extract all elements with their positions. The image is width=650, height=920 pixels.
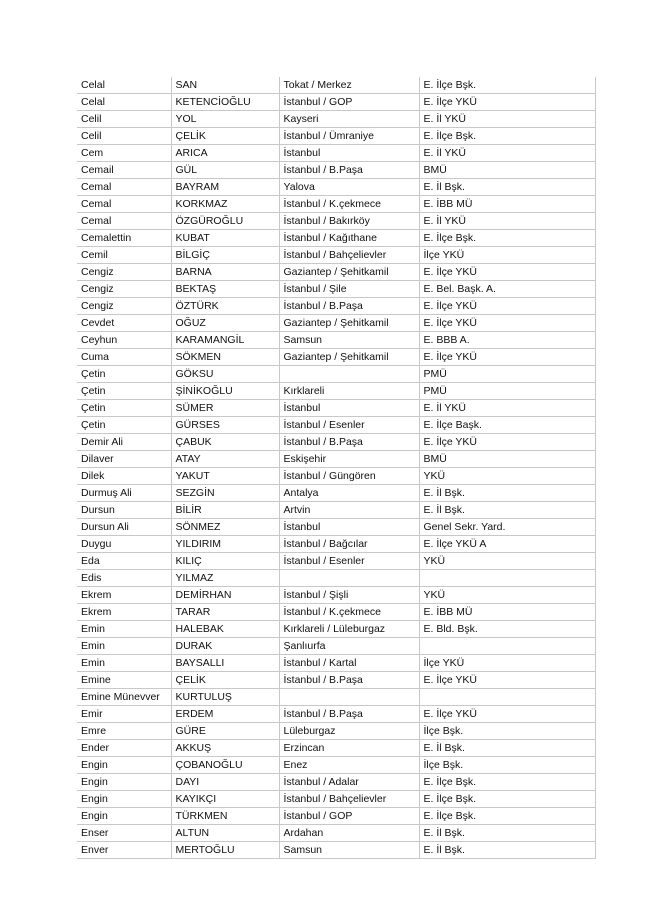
- location-cell: Gaziantep / Şehitkamil: [279, 349, 419, 366]
- surname-cell: ALTUN: [171, 825, 279, 842]
- title-cell: PMÜ: [419, 366, 595, 383]
- title-cell: E. İBB MÜ: [419, 196, 595, 213]
- location-cell: İstanbul / Şile: [279, 281, 419, 298]
- first-name-cell: Enser: [77, 825, 171, 842]
- first-name-cell: Engin: [77, 791, 171, 808]
- first-name-cell: Dursun: [77, 502, 171, 519]
- first-name-cell: Emin: [77, 655, 171, 672]
- location-cell: Antalya: [279, 485, 419, 502]
- table-row: [77, 451, 595, 468]
- table-row: [77, 621, 595, 638]
- roster-body: [77, 77, 595, 859]
- table-row: [77, 774, 595, 791]
- title-cell: E. İlçe YKÜ: [419, 434, 595, 451]
- location-cell: Ardahan: [279, 825, 419, 842]
- surname-cell: BEKTAŞ: [171, 281, 279, 298]
- location-cell: İstanbul / GOP: [279, 94, 419, 111]
- first-name-cell: Dilek: [77, 468, 171, 485]
- title-cell: Genel Sekr. Yard.: [419, 519, 595, 536]
- surname-cell: YILMAZ: [171, 570, 279, 587]
- title-cell: E. İl YKÜ: [419, 213, 595, 230]
- first-name-cell: Çetin: [77, 417, 171, 434]
- surname-cell: GÜRSES: [171, 417, 279, 434]
- surname-cell: ÇELİK: [171, 128, 279, 145]
- surname-cell: BİLGİÇ: [171, 247, 279, 264]
- location-cell: Şanlıurfa: [279, 638, 419, 655]
- table-row: [77, 672, 595, 689]
- title-cell: [419, 638, 595, 655]
- surname-cell: ÖZTÜRK: [171, 298, 279, 315]
- title-cell: E. İlçe Bşk.: [419, 791, 595, 808]
- title-cell: E. İlçe Bşk.: [419, 808, 595, 825]
- table-row: [77, 111, 595, 128]
- location-cell: Samsun: [279, 332, 419, 349]
- surname-cell: TÜRKMEN: [171, 808, 279, 825]
- first-name-cell: Emre: [77, 723, 171, 740]
- title-cell: E. İl Bşk.: [419, 740, 595, 757]
- surname-cell: MERTOĞLU: [171, 842, 279, 859]
- table-row: [77, 604, 595, 621]
- location-cell: İstanbul / Ümraniye: [279, 128, 419, 145]
- location-cell: İstanbul / Esenler: [279, 553, 419, 570]
- surname-cell: BARNA: [171, 264, 279, 281]
- table-row: [77, 94, 595, 111]
- surname-cell: DAYI: [171, 774, 279, 791]
- table-row: [77, 655, 595, 672]
- location-cell: Yalova: [279, 179, 419, 196]
- location-cell: İstanbul / Bahçelievler: [279, 247, 419, 264]
- location-cell: Tokat / Merkez: [279, 77, 419, 94]
- table-row: [77, 196, 595, 213]
- title-cell: E. İlçe YKÜ: [419, 315, 595, 332]
- surname-cell: KAYIKÇI: [171, 791, 279, 808]
- table-row: [77, 842, 595, 859]
- surname-cell: GÜRE: [171, 723, 279, 740]
- surname-cell: KORKMAZ: [171, 196, 279, 213]
- first-name-cell: Emine: [77, 672, 171, 689]
- surname-cell: GÜL: [171, 162, 279, 179]
- location-cell: [279, 366, 419, 383]
- title-cell: YKÜ: [419, 587, 595, 604]
- surname-cell: YOL: [171, 111, 279, 128]
- first-name-cell: Cemail: [77, 162, 171, 179]
- table-row: [77, 723, 595, 740]
- table-row: [77, 349, 595, 366]
- title-cell: PMÜ: [419, 383, 595, 400]
- location-cell: İstanbul / B.Paşa: [279, 706, 419, 723]
- location-cell: İstanbul / Esenler: [279, 417, 419, 434]
- title-cell: İlçe YKÜ: [419, 655, 595, 672]
- title-cell: E. İl Bşk.: [419, 502, 595, 519]
- location-cell: İstanbul / Bakırköy: [279, 213, 419, 230]
- first-name-cell: Ender: [77, 740, 171, 757]
- title-cell: E. İlçe YKÜ: [419, 706, 595, 723]
- surname-cell: DURAK: [171, 638, 279, 655]
- first-name-cell: Cevdet: [77, 315, 171, 332]
- first-name-cell: Dilaver: [77, 451, 171, 468]
- table-row: [77, 740, 595, 757]
- first-name-cell: Demir Ali: [77, 434, 171, 451]
- surname-cell: ATAY: [171, 451, 279, 468]
- location-cell: Erzincan: [279, 740, 419, 757]
- table-row: [77, 332, 595, 349]
- location-cell: İstanbul / K.çekmece: [279, 604, 419, 621]
- first-name-cell: Celal: [77, 94, 171, 111]
- surname-cell: KARAMANGİL: [171, 332, 279, 349]
- first-name-cell: Enver: [77, 842, 171, 859]
- location-cell: İstanbul / GOP: [279, 808, 419, 825]
- location-cell: İstanbul / B.Paşa: [279, 672, 419, 689]
- title-cell: E. İlçe YKÜ: [419, 298, 595, 315]
- title-cell: E. İl Bşk.: [419, 485, 595, 502]
- title-cell: İlçe Bşk.: [419, 757, 595, 774]
- table-row: [77, 468, 595, 485]
- first-name-cell: Cengiz: [77, 281, 171, 298]
- title-cell: E. Bld. Bşk.: [419, 621, 595, 638]
- table-row: [77, 230, 595, 247]
- location-cell: Kırklareli / Lüleburgaz: [279, 621, 419, 638]
- title-cell: E. İl YKÜ: [419, 400, 595, 417]
- title-cell: E. İl YKÜ: [419, 111, 595, 128]
- surname-cell: SEZGİN: [171, 485, 279, 502]
- title-cell: YKÜ: [419, 468, 595, 485]
- surname-cell: ÇOBANOĞLU: [171, 757, 279, 774]
- title-cell: E. İl Bşk.: [419, 842, 595, 859]
- table-row: [77, 162, 595, 179]
- first-name-cell: Cengiz: [77, 264, 171, 281]
- table-row: [77, 706, 595, 723]
- location-cell: İstanbul / Kağıthane: [279, 230, 419, 247]
- surname-cell: SÖNMEZ: [171, 519, 279, 536]
- location-cell: Gaziantep / Şehitkamil: [279, 264, 419, 281]
- title-cell: BMÜ: [419, 451, 595, 468]
- first-name-cell: Cemal: [77, 179, 171, 196]
- table-row: [77, 383, 595, 400]
- first-name-cell: Cuma: [77, 349, 171, 366]
- surname-cell: ÇABUK: [171, 434, 279, 451]
- table-row: [77, 638, 595, 655]
- location-cell: Eskişehir: [279, 451, 419, 468]
- title-cell: BMÜ: [419, 162, 595, 179]
- title-cell: E. İlçe Başk.: [419, 417, 595, 434]
- table-row: [77, 485, 595, 502]
- surname-cell: KILIÇ: [171, 553, 279, 570]
- first-name-cell: Dursun Ali: [77, 519, 171, 536]
- first-name-cell: Ceyhun: [77, 332, 171, 349]
- table-row: [77, 315, 595, 332]
- first-name-cell: Edis: [77, 570, 171, 587]
- location-cell: Kırklareli: [279, 383, 419, 400]
- title-cell: E. Bel. Başk. A.: [419, 281, 595, 298]
- location-cell: Lüleburgaz: [279, 723, 419, 740]
- title-cell: [419, 689, 595, 706]
- title-cell: E. İlçe YKÜ: [419, 672, 595, 689]
- first-name-cell: Cengiz: [77, 298, 171, 315]
- first-name-cell: Celal: [77, 77, 171, 94]
- title-cell: E. İlçe Bşk.: [419, 77, 595, 94]
- first-name-cell: Cemil: [77, 247, 171, 264]
- location-cell: Gaziantep / Şehitkamil: [279, 315, 419, 332]
- title-cell: E. İlçe YKÜ: [419, 264, 595, 281]
- table-row: [77, 179, 595, 196]
- table-row: [77, 808, 595, 825]
- surname-cell: ÖZGÜROĞLU: [171, 213, 279, 230]
- location-cell: [279, 689, 419, 706]
- location-cell: İstanbul / B.Paşa: [279, 162, 419, 179]
- table-row: [77, 145, 595, 162]
- first-name-cell: Engin: [77, 757, 171, 774]
- location-cell: İstanbul / Bahçelievler: [279, 791, 419, 808]
- title-cell: E. İBB MÜ: [419, 604, 595, 621]
- surname-cell: GÖKSU: [171, 366, 279, 383]
- roster-table: [77, 77, 596, 859]
- table-row: [77, 536, 595, 553]
- table-row: [77, 264, 595, 281]
- title-cell: YKÜ: [419, 553, 595, 570]
- location-cell: İstanbul: [279, 145, 419, 162]
- location-cell: Enez: [279, 757, 419, 774]
- first-name-cell: Emine Münevver: [77, 689, 171, 706]
- location-cell: Artvin: [279, 502, 419, 519]
- first-name-cell: Eda: [77, 553, 171, 570]
- table-row: [77, 400, 595, 417]
- surname-cell: SAN: [171, 77, 279, 94]
- first-name-cell: Celil: [77, 111, 171, 128]
- location-cell: İstanbul / B.Paşa: [279, 298, 419, 315]
- first-name-cell: Çetin: [77, 383, 171, 400]
- table-row: [77, 128, 595, 145]
- table-row: [77, 298, 595, 315]
- surname-cell: OĞUZ: [171, 315, 279, 332]
- location-cell: İstanbul / K.çekmece: [279, 196, 419, 213]
- location-cell: İstanbul / Şişli: [279, 587, 419, 604]
- surname-cell: ARICA: [171, 145, 279, 162]
- location-cell: İstanbul: [279, 519, 419, 536]
- first-name-cell: Emin: [77, 638, 171, 655]
- surname-cell: KUBAT: [171, 230, 279, 247]
- surname-cell: SÖKMEN: [171, 349, 279, 366]
- first-name-cell: Duygu: [77, 536, 171, 553]
- table-row: [77, 553, 595, 570]
- location-cell: İstanbul / Bağcılar: [279, 536, 419, 553]
- location-cell: İstanbul: [279, 400, 419, 417]
- first-name-cell: Emir: [77, 706, 171, 723]
- table-row: [77, 757, 595, 774]
- first-name-cell: Çetin: [77, 366, 171, 383]
- surname-cell: KETENCİOĞLU: [171, 94, 279, 111]
- surname-cell: HALEBAK: [171, 621, 279, 638]
- location-cell: İstanbul / Güngören: [279, 468, 419, 485]
- first-name-cell: Cemal: [77, 196, 171, 213]
- table-row: [77, 791, 595, 808]
- first-name-cell: Ekrem: [77, 587, 171, 604]
- table-row: [77, 366, 595, 383]
- surname-cell: YAKUT: [171, 468, 279, 485]
- first-name-cell: Cemal: [77, 213, 171, 230]
- surname-cell: YILDIRIM: [171, 536, 279, 553]
- surname-cell: ERDEM: [171, 706, 279, 723]
- table-row: [77, 77, 595, 94]
- table-row: [77, 587, 595, 604]
- title-cell: E. İlçe YKÜ A: [419, 536, 595, 553]
- first-name-cell: Engin: [77, 774, 171, 791]
- title-cell: İlçe YKÜ: [419, 247, 595, 264]
- surname-cell: ŞİNİKOĞLU: [171, 383, 279, 400]
- title-cell: E. İlçe Bşk.: [419, 230, 595, 247]
- location-cell: İstanbul / B.Paşa: [279, 434, 419, 451]
- title-cell: E. İl YKÜ: [419, 145, 595, 162]
- location-cell: Kayseri: [279, 111, 419, 128]
- title-cell: E. BBB A.: [419, 332, 595, 349]
- first-name-cell: Durmuş Ali: [77, 485, 171, 502]
- table-row: [77, 281, 595, 298]
- surname-cell: TARAR: [171, 604, 279, 621]
- title-cell: [419, 570, 595, 587]
- surname-cell: BAYRAM: [171, 179, 279, 196]
- first-name-cell: Engin: [77, 808, 171, 825]
- surname-cell: KURTULUŞ: [171, 689, 279, 706]
- location-cell: İstanbul / Kartal: [279, 655, 419, 672]
- first-name-cell: Cemalettin: [77, 230, 171, 247]
- title-cell: E. İlçe YKÜ: [419, 94, 595, 111]
- first-name-cell: Cem: [77, 145, 171, 162]
- title-cell: İlçe Bşk.: [419, 723, 595, 740]
- table-row: [77, 519, 595, 536]
- table-row: [77, 247, 595, 264]
- title-cell: E. İlçe YKÜ: [419, 349, 595, 366]
- table-row: [77, 213, 595, 230]
- title-cell: E. İlçe Bşk.: [419, 774, 595, 791]
- location-cell: İstanbul / Adalar: [279, 774, 419, 791]
- first-name-cell: Ekrem: [77, 604, 171, 621]
- title-cell: E. İl Bşk.: [419, 179, 595, 196]
- title-cell: E. İl Bşk.: [419, 825, 595, 842]
- surname-cell: ÇELİK: [171, 672, 279, 689]
- surname-cell: BAYSALLI: [171, 655, 279, 672]
- first-name-cell: Celil: [77, 128, 171, 145]
- table-row: [77, 434, 595, 451]
- table-row: [77, 417, 595, 434]
- surname-cell: SÜMER: [171, 400, 279, 417]
- surname-cell: BİLİR: [171, 502, 279, 519]
- location-cell: [279, 570, 419, 587]
- table-row: [77, 570, 595, 587]
- first-name-cell: Emin: [77, 621, 171, 638]
- surname-cell: DEMİRHAN: [171, 587, 279, 604]
- table-row: [77, 825, 595, 842]
- title-cell: E. İlçe Bşk.: [419, 128, 595, 145]
- table-row: [77, 502, 595, 519]
- location-cell: Samsun: [279, 842, 419, 859]
- surname-cell: AKKUŞ: [171, 740, 279, 757]
- first-name-cell: Çetin: [77, 400, 171, 417]
- table-row: [77, 689, 595, 706]
